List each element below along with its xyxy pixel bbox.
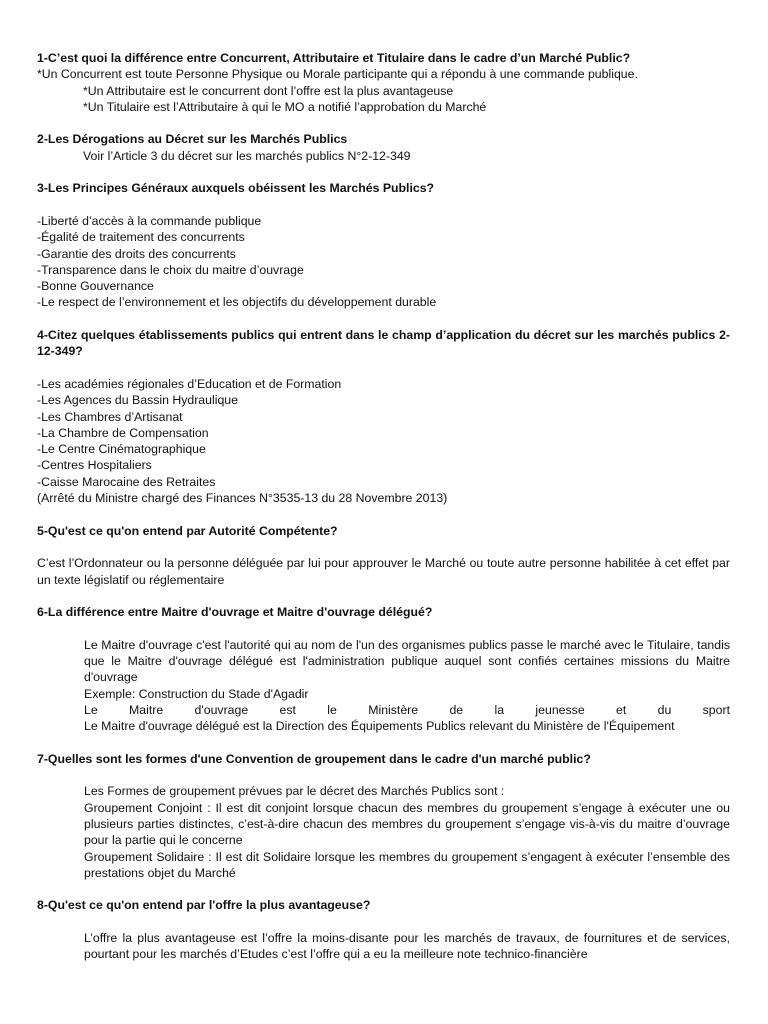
list-item: -Bonne Gouvernance — [37, 279, 154, 294]
q6-example: Exemple: Construction du Stade d'Agadir — [84, 686, 309, 701]
q1-titulaire-definition: *Un Titulaire est l’Attributaire à qui le MO a notifié l’approbation du Marché — [83, 99, 487, 114]
question-7-title: 7-Quelles sont les formes d'une Convention de groupement dans le cadre d'un marché public? — [37, 751, 591, 766]
list-item: -Transparence dans le choix du maitre d’ouvrage — [37, 262, 304, 277]
q6-maitre-ouvrage-delegue: Le Maitre d'ouvrage délégué est la Direction des Équipements Publics relevant du Ministère de l'Équipement — [84, 719, 675, 734]
q2-answer: Voir l’Article 3 du décret sur les marchés publics N°2-12-349 — [83, 148, 411, 163]
list-item: -Garantie des droits des concurrents — [37, 246, 236, 261]
question-2-title: 2-Les Dérogations au Décret sur les Marchés Publics — [37, 132, 348, 147]
q5-answer: C’est l’Ordonnateur ou la personne déléguée par lui pour approuver le Marché ou toute autre personne habilitée à cet effet par un texte législatif ou réglementaire — [37, 556, 730, 587]
q8-answer: L’offre la plus avantageuse est l’offre la moins-disante pour les marchés de travaux, de fournitures et de services, pourtant pour les marchés d’Etudes c’est l’offre qui a eu la meilleure note technico-financière — [84, 931, 730, 962]
list-item: -Liberté d’accès à la commande publique — [37, 213, 262, 228]
list-item: -Les académies régionales d’Education et de Formation — [37, 376, 342, 391]
q7-intro: Les Formes de groupement prévues par le décret des Marchés Publics sont : — [84, 784, 505, 799]
q1-concurrent-definition: *Un Concurrent est toute Personne Physique ou Morale participante qui a répondu à une commande publique. — [37, 67, 638, 82]
question-5-title: 5-Qu'est ce qu'on entend par Autorité Compétente? — [37, 523, 338, 538]
q6-answer: Le Maitre d'ouvrage c'est l'autorité qui au nom de l'un des organismes publics passe le marché avec le Titulaire, tandis que le Maitre d'ouvrage délégué est l'administration publique auquel sont confiés certaines missions du Maitre d'ouvrage — [84, 637, 730, 685]
question-3-title: 3-Les Principes Généraux auxquels obéissent les Marchés Publics? — [37, 181, 435, 196]
q6-maitre-ouvrage: Le Maitre d'ouvrage est le Ministère de la jeunesse et du sport — [84, 702, 730, 717]
document-page — [37, 50, 730, 963]
list-item: -Les Chambres d’Artisanat — [37, 409, 183, 424]
list-item: -Centres Hospitaliers — [37, 458, 152, 473]
question-6-title: 6-La différence entre Maitre d'ouvrage et Maitre d'ouvrage délégué? — [37, 605, 433, 620]
list-item: -Les Agences du Bassin Hydraulique — [37, 393, 238, 408]
list-item: -La Chambre de Compensation — [37, 425, 209, 440]
q4-note: (Arrêté du Ministre chargé des Finances N°3535-13 du 28 Novembre 2013) — [37, 491, 448, 506]
q7-groupement-conjoint: Groupement Conjoint : Il est dit conjoint lorsque chacun des membres du groupement s’engage à exécuter une ou plusieurs parties distinctes, c’est-à-dire chacun des membres du groupement s’engage vis-à-vis du maitre d’ouvrage pour la partie qui le concerne — [84, 800, 730, 848]
list-item: -Caisse Marocaine des Retraites — [37, 474, 216, 489]
question-1-title: 1-C’est quoi la différence entre Concurrent, Attributaire et Titulaire dans le cadre d’un Marché Public? — [37, 51, 631, 65]
list-item: -Égalité de traitement des concurrents — [37, 230, 245, 245]
list-item: -Le Centre Cinématographique — [37, 442, 206, 457]
q7-groupement-solidaire: Groupement Solidaire : Il est dit Solidaire lorsque les membres du groupement s’engagent à exécuter l’ensemble des prestations objet du Marché — [84, 849, 730, 880]
question-4-title: 4-Citez quelques établissements publics qui entrent dans le champ d’application du décret sur les marchés publics 2-12-349? — [37, 328, 730, 359]
q1-attributaire-definition: *Un Attributaire est le concurrent dont l’offre est la plus avantageuse — [83, 83, 454, 98]
list-item: -Le respect de l’environnement et les objectifs du développement durable — [37, 295, 437, 310]
question-8-title: 8-Qu'est ce qu'on entend par l'offre la plus avantageuse? — [37, 898, 371, 913]
